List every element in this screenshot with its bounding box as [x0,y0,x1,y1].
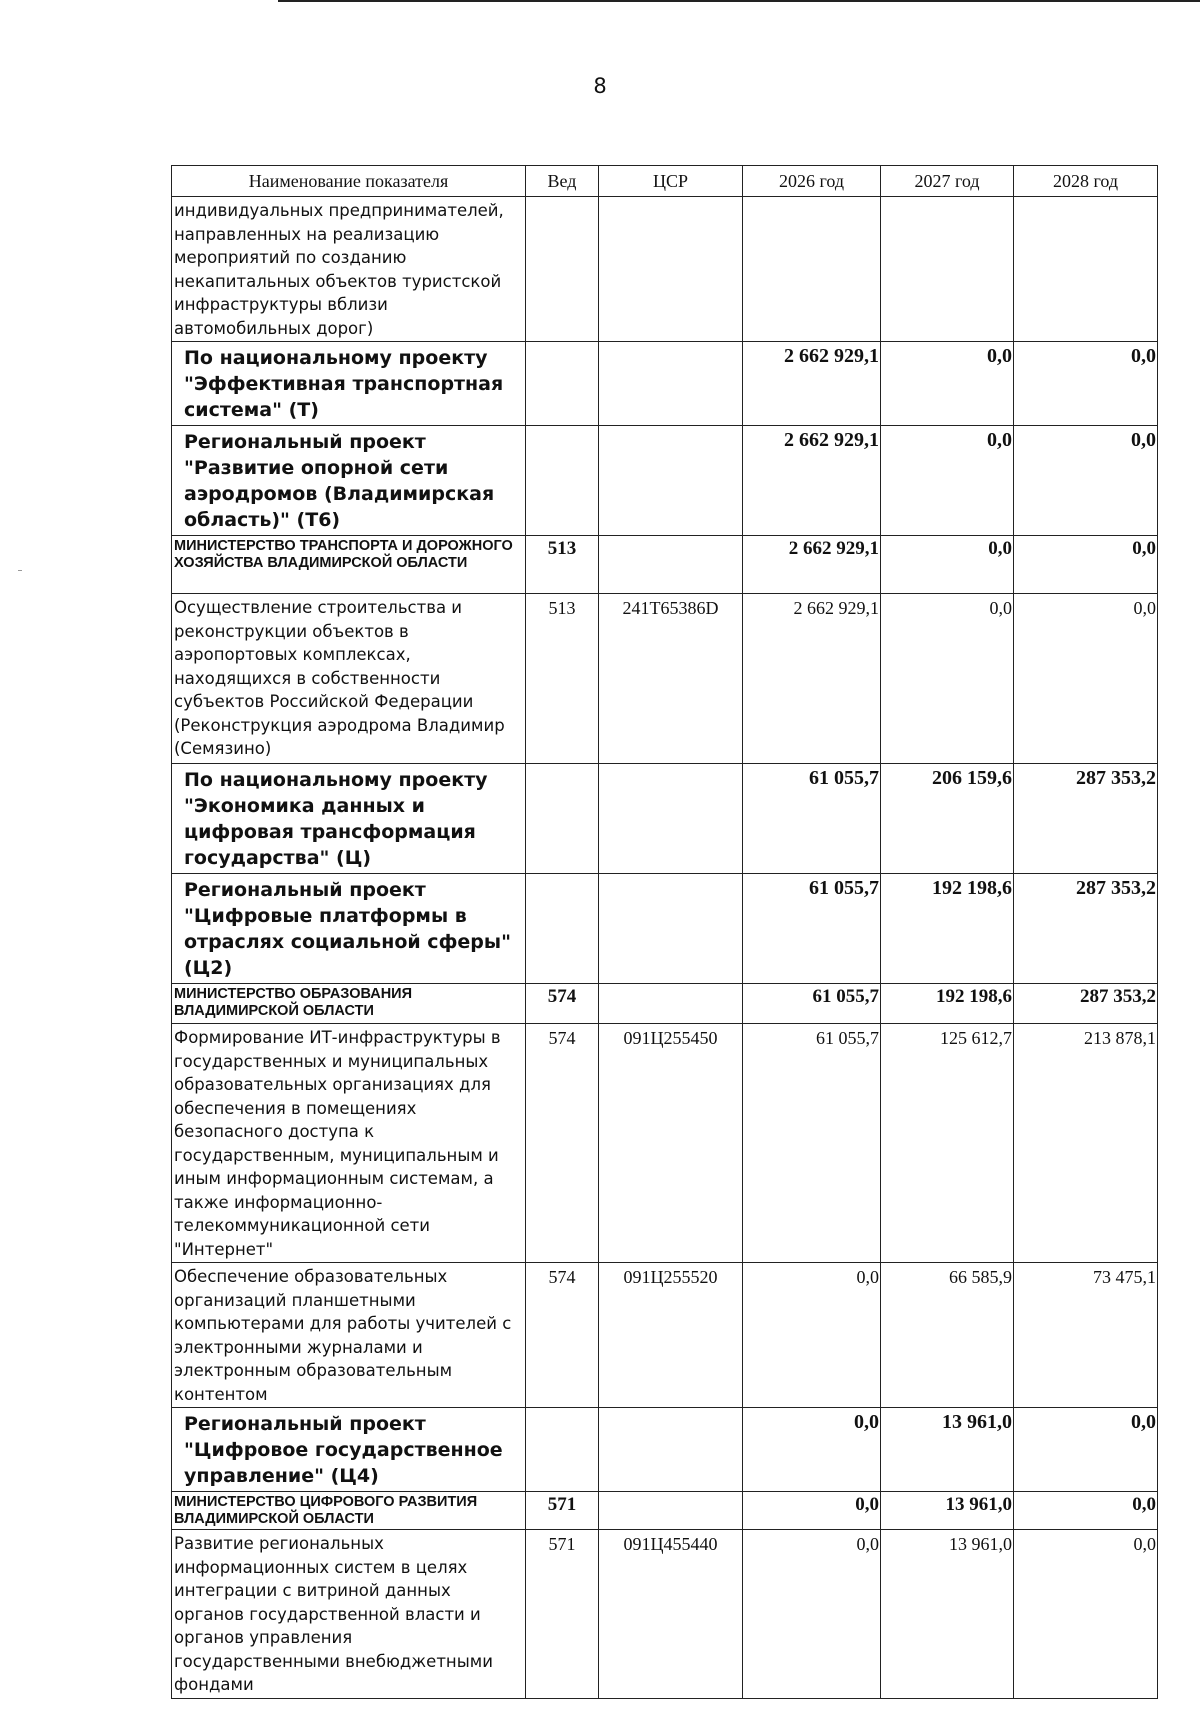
cell-ved: 574 [526,1024,599,1263]
header-name: Наименование показателя [172,166,526,197]
cell-2026: 0,0 [743,1408,881,1492]
budget-table [171,165,1158,1699]
table-row-section [172,342,1158,426]
cell-csr [599,342,743,426]
table-row-item [172,197,1158,342]
cell-csr [599,197,743,342]
cell-ved [526,1408,599,1492]
cell-2026 [743,197,881,342]
table-row-section [172,426,1158,536]
cell-ved: 574 [526,1263,599,1408]
cell-2028: 73 475,1 [1014,1263,1158,1408]
cell-2027: 192 198,6 [881,874,1014,984]
table-header-row [172,166,1158,197]
cell-2026: 0,0 [743,1530,881,1699]
table-row-item [172,1263,1158,1408]
cell-2028: 0,0 [1014,594,1158,764]
cell-ved: 571 [526,1492,599,1530]
cell-name: Обеспечение образовательных организаций планшетными компьютерами для работы учителей с электронными журналами и электронным образовательным контентом [172,1263,526,1408]
cell-2026: 2 662 929,1 [743,594,881,764]
cell-name: МИНИСТЕРСТВО ТРАНСПОРТА И ДОРОЖНОГО ХОЗЯЙСТВА ВЛАДИМИРСКОЙ ОБЛАСТИ [172,536,526,594]
cell-2026: 0,0 [743,1263,881,1408]
cell-2026: 61 055,7 [743,874,881,984]
header-2026: 2026 год [743,166,881,197]
cell-2027: 0,0 [881,342,1014,426]
cell-2027: 0,0 [881,426,1014,536]
cell-2028: 287 353,2 [1014,984,1158,1024]
header-csr: ЦСР [599,166,743,197]
cell-2026: 0,0 [743,1492,881,1530]
cell-2028: 0,0 [1014,536,1158,594]
cell-name: Осуществление строительства и реконструкции объектов в аэропортовых комплексах, находящихся в собственности субъектов Российской Федерации (Реконструкция аэродрома Владимир (Семязино) [172,594,526,764]
cell-name: МИНИСТЕРСТВО ЦИФРОВОГО РАЗВИТИЯ ВЛАДИМИРСКОЙ ОБЛАСТИ [172,1492,526,1530]
table-row-ministry [172,1492,1158,1530]
cell-csr: 091Ц255520 [599,1263,743,1408]
table-row-section [172,874,1158,984]
cell-ved [526,342,599,426]
cell-name: Развитие региональных информационных систем в целях интеграции с витриной данных органов государственной власти и органов управления государственными внебюджетными фондами [172,1530,526,1699]
top-border-line [278,0,1200,2]
cell-2027: 206 159,6 [881,764,1014,874]
cell-ved [526,874,599,984]
cell-csr [599,764,743,874]
header-ved: Вед [526,166,599,197]
cell-name: Формирование ИТ-инфраструктуры в государственных и муниципальных образовательных организациях для обеспечения в помещениях безопасного доступа к государственным, муниципальным и иным информационным системам, а также информационно-телекоммуникационной сети "Интернет" [172,1024,526,1263]
cell-name: По национальному проекту "Эффективная транспортная система" (Т) [172,342,526,426]
cell-2026: 2 662 929,1 [743,426,881,536]
cell-ved [526,764,599,874]
cell-2028: 0,0 [1014,1530,1158,1699]
cell-2027: 0,0 [881,536,1014,594]
table-body [172,197,1158,1699]
cell-2028: 0,0 [1014,426,1158,536]
cell-name: Региональный проект "Цифровые платформы в отраслях социальной сферы" (Ц2) [172,874,526,984]
cell-2028: 213 878,1 [1014,1024,1158,1263]
table-row-ministry [172,536,1158,594]
cell-2028: 0,0 [1014,1408,1158,1492]
cell-ved: 571 [526,1530,599,1699]
cell-2026: 2 662 929,1 [743,342,881,426]
cell-ved [526,197,599,342]
cell-name: Региональный проект "Цифровое государственное управление" (Ц4) [172,1408,526,1492]
table-row-ministry [172,984,1158,1024]
cell-csr [599,426,743,536]
table-row-item [172,1530,1158,1699]
cell-name: По национальному проекту "Экономика данных и цифровая трансформация государства" (Ц) [172,764,526,874]
cell-2026: 61 055,7 [743,764,881,874]
cell-2026: 61 055,7 [743,984,881,1024]
cell-name: индивидуальных предпринимателей, направленных на реализацию мероприятий по созданию некапитальных объектов туристской инфраструктуры вблизи автомобильных дорог) [172,197,526,342]
header-2028: 2028 год [1014,166,1158,197]
header-2027: 2027 год [881,166,1014,197]
cell-2028: 0,0 [1014,342,1158,426]
cell-ved [526,426,599,536]
cell-2027: 13 961,0 [881,1492,1014,1530]
cell-2028: 287 353,2 [1014,874,1158,984]
cell-2026: 2 662 929,1 [743,536,881,594]
cell-ved: 513 [526,536,599,594]
cell-name: МИНИСТЕРСТВО ОБРАЗОВАНИЯ ВЛАДИМИРСКОЙ ОБЛАСТИ [172,984,526,1024]
cell-2028 [1014,197,1158,342]
cell-csr [599,536,743,594]
cell-csr [599,1408,743,1492]
scan-mark [18,570,22,571]
cell-csr [599,984,743,1024]
cell-2027: 13 961,0 [881,1530,1014,1699]
cell-2027: 66 585,9 [881,1263,1014,1408]
cell-2027: 125 612,7 [881,1024,1014,1263]
cell-name: Региональный проект "Развитие опорной сети аэродромов (Владимирская область)" (Т6) [172,426,526,536]
cell-2027: 0,0 [881,594,1014,764]
cell-csr: 091Ц455440 [599,1530,743,1699]
cell-2027: 13 961,0 [881,1408,1014,1492]
table-row-item [172,1024,1158,1263]
cell-2027: 192 198,6 [881,984,1014,1024]
table-row-section [172,1408,1158,1492]
cell-2028: 287 353,2 [1014,764,1158,874]
cell-2028: 0,0 [1014,1492,1158,1530]
cell-2026: 61 055,7 [743,1024,881,1263]
cell-ved: 574 [526,984,599,1024]
cell-csr: 241Т65386D [599,594,743,764]
table-row-section [172,764,1158,874]
table-row-item [172,594,1158,764]
cell-csr [599,1492,743,1530]
cell-2027 [881,197,1014,342]
page-number: 8 [593,74,607,98]
cell-csr: 091Ц255450 [599,1024,743,1263]
cell-ved: 513 [526,594,599,764]
cell-csr [599,874,743,984]
